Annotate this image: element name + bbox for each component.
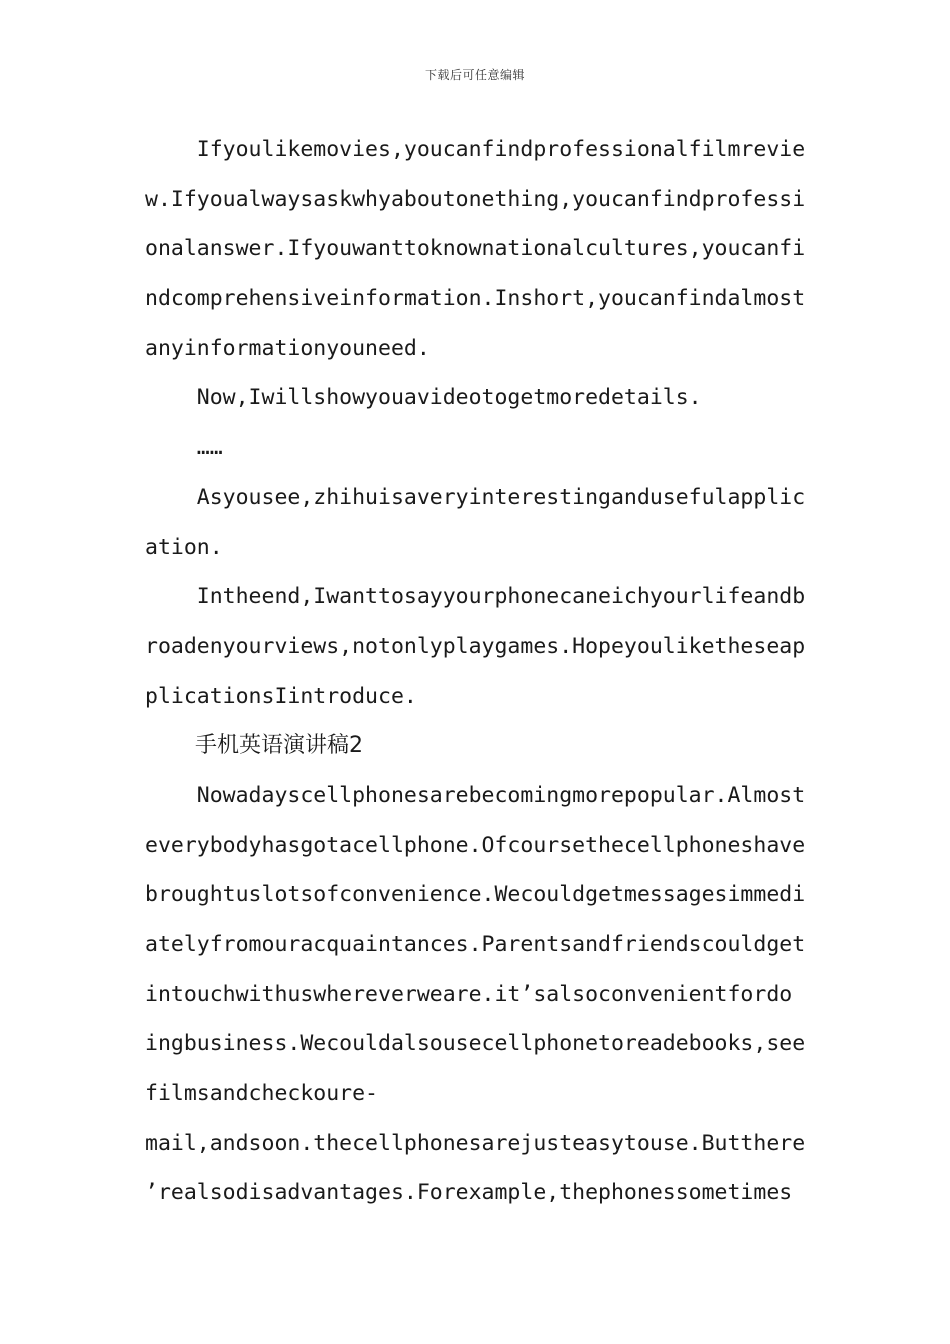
text-line: plicationsIintroduce. <box>145 683 417 709</box>
text-line: Now,Iwillshowyouavideotogetmoredetails. <box>145 385 702 411</box>
text-line: Asyousee,zhihuisaveryinterestingandusefulapplic <box>145 484 806 510</box>
text-line: ation. <box>145 534 223 560</box>
text-line: ingbusiness.Wecouldalsousecellphonetoreadebooks,see <box>145 1031 806 1057</box>
text-line: broughtuslotsofconvenience.Wecouldgetmessagesimmedi <box>145 882 806 908</box>
page-header: 下载后可任意编辑 <box>424 68 525 82</box>
text-line: Intheend,Iwanttosayyourphonecaneichyourlifeandb <box>145 584 806 610</box>
text-line: everybodyhasgotacellphone.Ofcoursethecellphoneshave <box>145 832 806 858</box>
text-line: anyinformationyouneed. <box>145 335 430 361</box>
ellipsis-line: …… <box>145 435 223 461</box>
text-line: Ifyoulikemovies,youcanfindprofessionalfilmrevie <box>145 137 806 162</box>
text-line: onalanswer.Ifyouwanttoknownationalcultures,youcanfi <box>145 236 806 262</box>
document-body <box>145 125 810 1218</box>
text-line: roadenyourviews,notonlyplaygames.Hopeyouliketheseap <box>145 633 806 659</box>
text-line: Nowadayscellphonesarebecomingmorepopular.Almost <box>145 782 806 808</box>
text-line: ’realsodisadvantages.Forexample,thephonessometimes <box>145 1180 793 1206</box>
text-line: mail,andsoon.thecellphonesarejusteasytouse.Butthere <box>145 1130 806 1156</box>
section-heading: 手机英语演讲稿2 <box>195 733 363 759</box>
text-line: intouchwithuswhereverweare.it’salsoconvenientfordo <box>145 981 793 1007</box>
text-line: atelyfromouracquaintances.Parentsandfriendscouldget <box>145 932 806 957</box>
text-line: filmsandcheckoure- <box>145 1081 378 1107</box>
text-line: w.Ifyoualwaysaskwhyaboutonething,youcanfindprofessi <box>145 186 806 212</box>
text-line: ndcomprehensiveinformation.Inshort,youcanfindalmost <box>145 286 806 312</box>
